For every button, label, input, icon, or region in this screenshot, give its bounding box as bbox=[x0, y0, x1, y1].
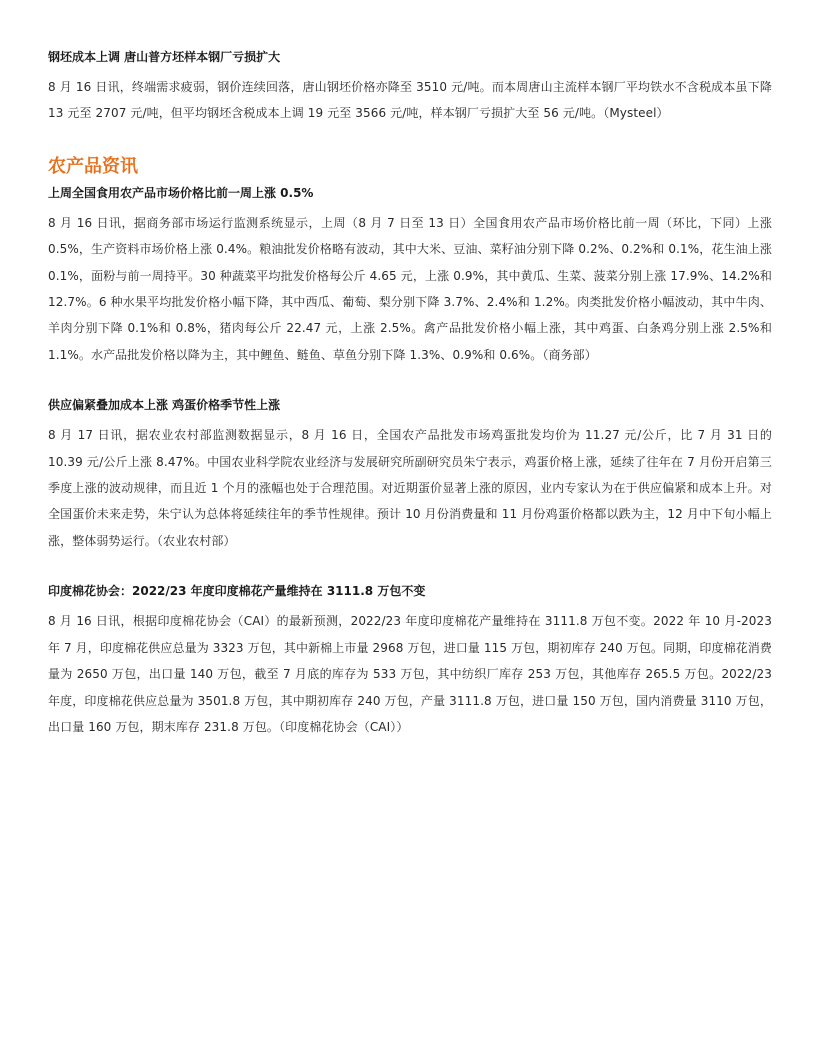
article-title: 印度棉花协会：2022/23 年度印度棉花产量维持在 3111.8 万包不变 bbox=[48, 584, 426, 599]
spacer bbox=[48, 368, 772, 396]
article-body: 8 月 16 日讯，终端需求疲弱，钢价连续回落，唐山钢坯价格亦降至 3510 元/吨。而本周唐山主流样本钢厂平均铁水不含税成本虽下降 13 元至 2707 元/吨，但平均钢坯含税成本上调 19 元至 3566 元/吨，样本钢厂亏损扩大至 56 元/吨。（Mysteel） bbox=[48, 80, 772, 121]
article-steel bbox=[48, 48, 772, 127]
article-title: 上周全国食用农产品市场价格比前一周上涨 0.5% bbox=[48, 185, 314, 200]
article-body: 8 月 16 日讯，根据印度棉花协会（CAI）的最新预测，2022/23 年度印度棉花产量维持在 3111.8 万包不变。2022 年 10 月-2023 年 7 月，印度棉花供应总量为 3323 万包，其中新棉上市量 2968 万包，进口量 115 万包，期初库存 240 万包。同期，印度棉花消费量为 2650 万包，出口量 140 万包，截至 7 月底的库存为 533 万包，其中纺织厂库存 253 万包，其他库存 265.5 万包。2022/23 年度，印度棉花供应总量为 3501.8 万包，其中期初库存 240 万包，产量 3111.8 万包，进口量 150 万包，国内消费量 3110 万包，出口量 160 万包，期末库存 231.8 万包。（印度棉花协会（CAI）） bbox=[48, 614, 772, 734]
article-body: 8 月 17 日讯，据农业农村部监测数据显示，8 月 16 日，全国农产品批发市场鸡蛋批发均价为 11.27 元/公斤，比 7 月 31 日的 10.39 元/公斤上涨 8.47%。中国农业科学院农业经济与发展研究所副研究员朱宁表示，鸡蛋价格上涨，延续了往年在 7 月份开启第三季度上涨的波动规律，而且近 1 个月的涨幅也处于合理范围。对近期蛋价显著上涨的原因，业内专家认为在于供应偏紧和成本上升。对全国蛋价未来走势，朱宁认为总体将延续往年的季节性规律。预计 10 月份消费量和 11 月份鸡蛋价格都以跌为主，12 月中下旬小幅上涨，整体弱势运行。（农业农村部） bbox=[48, 428, 772, 548]
spacer bbox=[48, 554, 772, 582]
document-page bbox=[48, 48, 772, 740]
article-title: 供应偏紧叠加成本上涨 鸡蛋价格季节性上涨 bbox=[48, 398, 281, 413]
article-cotton bbox=[48, 582, 772, 740]
article-egg-prices bbox=[48, 396, 772, 554]
article-title: 钢坯成本上调 唐山普方坯样本钢厂亏损扩大 bbox=[48, 50, 281, 64]
article-body: 8 月 16 日讯，据商务部市场运行监测系统显示，上周（8 月 7 日至 13 日）全国食用农产品市场价格比前一周（环比，下同）上涨 0.5%，生产资料市场价格上涨 0.4%。粮油批发价格略有波动，其中大米、豆油、菜籽油分别下降 0.2%、0.2%和 0.1%，花生油上涨 0.1%，面粉与前一周持平。30 种蔬菜平均批发价格每公斤 4.65 元，上涨 0.9%，其中黄瓜、生菜、菠菜分别上涨 17.9%、14.2%和 12.7%。6 种水果平均批发价格小幅下降，其中西瓜、葡萄、梨分别下降 3.7%、2.4%和 1.2%。肉类批发价格小幅波动，其中牛肉、羊肉分别下降 0.1%和 0.8%，猪肉每公斤 22.47 元，上涨 2.5%。禽产品批发价格小幅上涨，其中鸡蛋、白条鸡分别上涨 2.5%和 1.1%。水产品批发价格以降为主，其中鲤鱼、鲢鱼、草鱼分别下降 1.3%、0.9%和 0.6%。（商务部） bbox=[48, 215, 772, 362]
section-title: 农产品资讯 bbox=[48, 155, 138, 177]
article-food-prices bbox=[48, 184, 772, 368]
